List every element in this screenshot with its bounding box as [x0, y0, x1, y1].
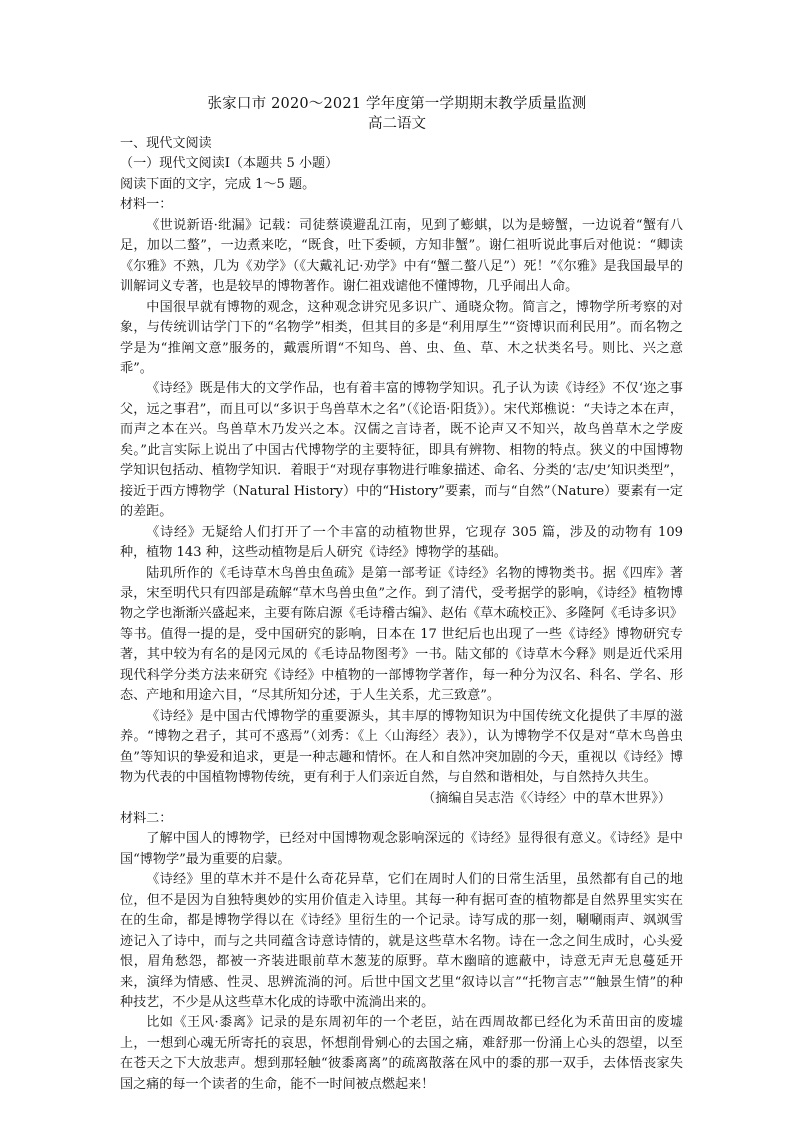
- exam-title: 张家口市 2020～2021 学年度第一学期期末教学质量监测: [207, 96, 587, 112]
- exam-subtitle: 高二语文: [368, 116, 426, 132]
- material-one-paragraph-6: 《诗经》是中国古代博物学的重要源头，其丰厚的博物知识为中国传统文化提供了丰厚的滋养。“博物之君子，其可不惑焉”（刘秀：《上〈山海经〉表》），认为博物学不仅是对“草木鸟兽虫鱼”等知识的挚爱和追求，更是一种志趣和情怀。在人和自然冲突加剧的今天，重视以《诗经》博物为代表的中国植物博物传统，更有利于人们亲近自然，与自然和谐相处，与自然持久共生。: [120, 708, 683, 786]
- material-one-paragraph-4: 《诗经》无疑给人们打开了一个丰富的动植物世界，它现存 305 篇，涉及的动物有 109 种，植物 143 种，这些动植物是后人研究《诗经》博物学的基础。: [120, 524, 683, 561]
- material-one-paragraph-5: 陆玑所作的《毛诗草木鸟兽虫鱼疏》是第一部考证《诗经》名物的博物类书。据《四库》著录，宋至明代只有四部是疏解“草木鸟兽虫鱼”之作。到了清代，受考据学的影响，《诗经》植物博物之学也渐渐兴盛起来，主要有陈启源《毛诗稽古编》、赵佑《草木疏校正》、多隆阿《毛诗多识》等书。值得一提的是，受中国研究的影响，日本在 17 世纪后也出现了一些《诗经》博物研究专著，其中较为有名的是冈元凤的《毛诗品物图考》一书。陆文郁的《诗草木今释》则是近代采用现代科学分类方法来研究《诗经》中植物的一部博物学著作，每一种分为汉名、科名、学名、形态、产地和用途六目，“尽其所知分述，于人生关系，尤三致意”。: [120, 565, 684, 704]
- material-two-paragraph-2: 《诗经》里的草木并不是什么奇花异草，它们在周时人们的日常生活里，虽然都有自己的地位，但不是因为自独特奥妙的实用价值走入诗里。其每一种有据可查的植物都是自然界里实实在在的生命，都是博物学得以在《诗经》里衍生的一个记录。诗写成的那一刻，唰唰雨声、飒飒雪迹记入了诗中，而与之共同蕴含诗意诗情的，就是这些草木名物。诗在一念之间生成时，心头爱恨，眉角愁怨，都被一齐装进眼前草木葱茏的原野。草木幽暗的遮蔽中，诗意无声无息蔓延开来，演绎为情感、性灵、思辨流淌的河。后世中国文艺里“叙诗以言”“托物言志”“触景生情”的种种技艺，不少是从这些草木化成的诗歌中流淌出来的。: [120, 872, 683, 1011]
- material-one-source: （摘编自吴志浩《〈诗经〉中的草木世界》）: [422, 790, 671, 806]
- material-one-paragraph-1: 《世说新语·纰漏》记载：司徒蔡谟避乱江南，见到了蟛蜞，以为是螃蟹，一边说着“蟹有八足，加以二螯”，一边煮来吃，“既食，吐下委顿，方知非蟹”。谢仁祖听说此事后对他说：“卿读《尔雅》不熟，几为《劝学》（《大戴礼记·劝学》中有“蟹二螯八足”）死！”《尔雅》是我国最早的训解词义专著，也是较早的博物著作。谢仁祖戏谑他不懂博物，几乎闹出人命。: [120, 217, 683, 295]
- material-two-label: 材料二：: [120, 810, 173, 826]
- material-one-paragraph-2: 中国很早就有博物的观念，这种观念讲究见多识广、通晓众物。简言之，博物学所考察的对象，与传统训诂学门下的“名物学”相类，但其目的多是“利用厚生”“资博识而利民用”。而名物之学是为“推阐文意”服务的，戴震所谓“不知鸟、兽、虫、鱼、草、木之状类名号。则比、兴之意乖”。: [120, 299, 683, 376]
- section-heading: 一、现代文阅读: [120, 136, 212, 151]
- material-two-paragraph-1: 了解中国人的博物学，已经对中国博物观念影响深远的《诗经》显得很有意义。《诗经》是中国“博物学”最为重要的启蒙。: [120, 831, 683, 867]
- material-one-paragraph-3: 《诗经》既是伟大的文学作品，也有着丰富的博物学知识。孔子认为读《诗经》不仅‘迩之事父，远之事君”，而且可以“多识于鸟兽草木之名”（《论语·阳货》）。宋代郑樵说：“夫诗之本在声，而声之本在兴。鸟兽草木乃发兴之本。汉儒之言诗者，既不论声又不知兴，故鸟兽草木之学废矣。”此言实际上说出了中国古代博物学的主要特征，即具有辨物、相物的特点。狭义的中国博物学知识包括动、植物学知识．着眼于“对现存事物进行唯象描述、命名、分类的‘志/史’知识类型”，接近于西方博物学（Natural History）中的“History”要素，而与“自然”（Nature）要素有一定的差距。: [120, 381, 683, 520]
- material-two-paragraph-3: 比如《王风·黍离》记录的是东周初年的一个老臣，站在西周故都已经化为禾苗田亩的废墟上，一想到心魂无所寄托的哀思，怀想削骨剜心的去国之痛，难舒那一份涌上心头的怨望，以至在苍天之下大放悲声。想到那轻触“彼黍离离”的疏离散落在风中的黍的那一双手，去体悟丧家失国之痛的每一个读者的生命，能不一时间被点燃起来！: [120, 1015, 683, 1092]
- material-one-label: 材料一：: [120, 197, 173, 213]
- instruction-text: 阅读下面的文字，完成 1～5 题。: [120, 176, 316, 192]
- exam-content: [120, 134, 683, 1095]
- subsection-heading: （一）现代文阅读Ⅰ（本题共 5 小题）: [120, 156, 339, 172]
